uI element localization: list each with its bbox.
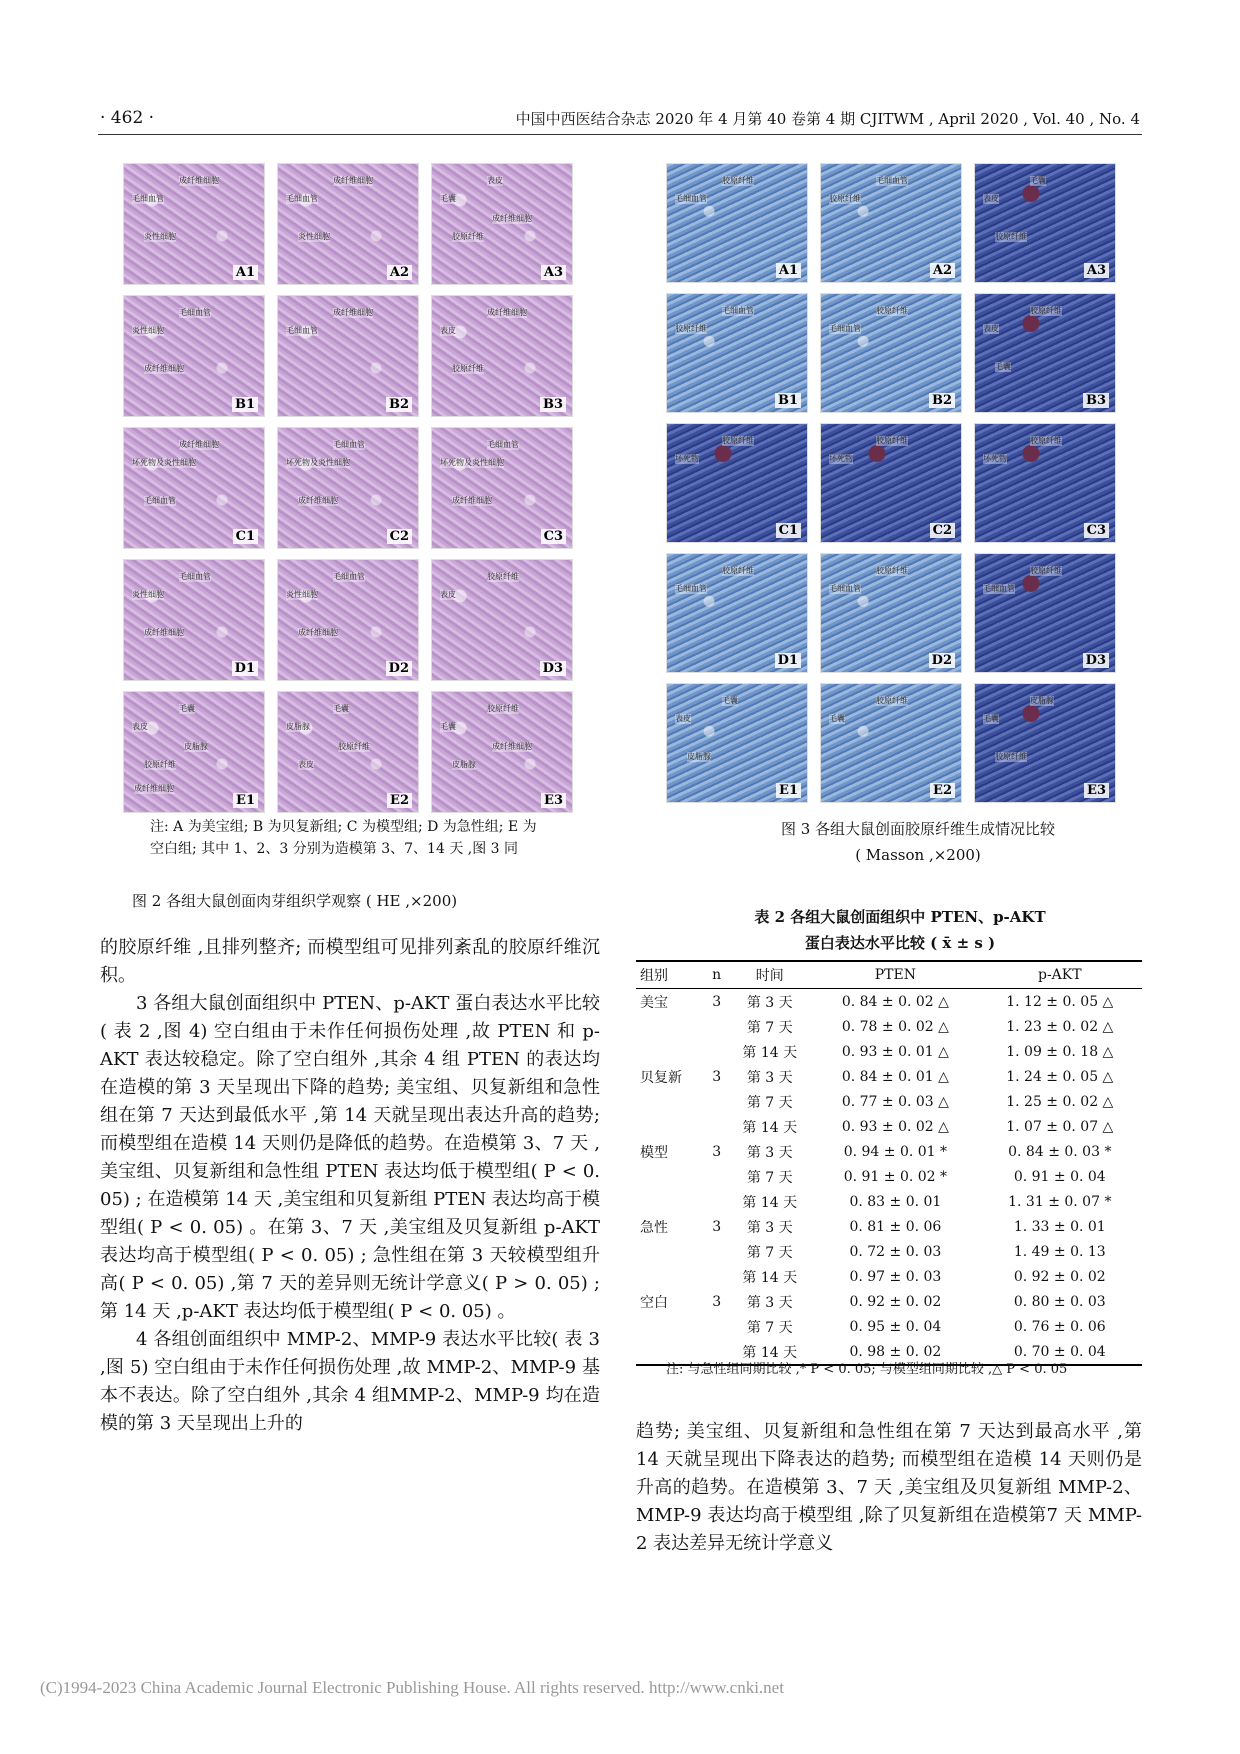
figure3-panel-e1 — [666, 683, 808, 803]
cell-n — [707, 1114, 726, 1139]
page-number: · 462 · — [100, 108, 155, 128]
panel-annotation: 表皮 — [440, 590, 456, 599]
panel-annotation: 毛囊 — [983, 714, 999, 723]
cell-group — [636, 1039, 707, 1064]
panel-annotation: 皮脂腺 — [1030, 696, 1054, 705]
figure2-panel-e2 — [277, 691, 419, 813]
figure3-panel-d2 — [820, 553, 962, 673]
panel-annotation: 胶原纤维 — [1030, 306, 1062, 315]
table-row — [636, 1114, 1142, 1139]
table-2 — [636, 960, 1142, 1366]
cell-time: 第 7 天 — [746, 1094, 793, 1111]
header-rule — [98, 134, 1142, 135]
cell-group — [636, 1264, 707, 1289]
cell-n: 3 — [712, 1218, 722, 1235]
panel-annotation: 毛细血管 — [333, 440, 365, 449]
panel-label: A2 — [387, 265, 412, 280]
panel-label: E1 — [233, 793, 258, 808]
panel-annotation: 毛囊 — [995, 362, 1011, 371]
cell-pakt: 1. 31 ± 0. 07 * — [1008, 1193, 1112, 1210]
table-row — [636, 1064, 1142, 1089]
panel-label: C2 — [387, 529, 412, 544]
figure2-panel-b3 — [431, 295, 573, 417]
panel-annotation: 皮脂腺 — [687, 752, 711, 761]
cell-time: 第 14 天 — [742, 1044, 798, 1061]
panel-label: B1 — [775, 393, 801, 408]
cell-pakt: 1. 12 ± 0. 05 △ — [1006, 993, 1114, 1010]
figure2-panel-c2 — [277, 427, 419, 549]
cell-n: 3 — [712, 1068, 722, 1085]
cell-pakt: 1. 49 ± 0. 13 — [1013, 1243, 1106, 1260]
cell-pakt: 1. 25 ± 0. 02 △ — [1006, 1093, 1114, 1110]
cell-n: 3 — [712, 993, 722, 1010]
panel-label: D3 — [540, 661, 566, 676]
cell-time: 第 3 天 — [746, 994, 793, 1011]
cell-n — [707, 1314, 726, 1339]
panel-annotation: 表皮 — [298, 760, 314, 769]
panel-label: D2 — [386, 661, 412, 676]
table-row — [636, 1039, 1142, 1064]
table-row — [636, 1214, 1142, 1239]
figure3-panel-b2 — [820, 293, 962, 413]
panel-annotation: 成纤维细胞 — [487, 308, 527, 317]
panel-annotation: 成纤维细胞 — [144, 364, 184, 373]
figure-2-title: 图 2 各组大鼠创面肉芽组织学观察 ( HE ,×200) — [132, 892, 458, 910]
cell-pten: 0. 81 ± 0. 06 — [849, 1218, 942, 1235]
cell-pakt: 0. 80 ± 0. 03 — [1013, 1293, 1106, 1310]
panel-annotation: 表皮 — [983, 324, 999, 333]
cell-n: 3 — [712, 1143, 722, 1160]
figure-3-title — [708, 816, 1128, 868]
cell-n: 3 — [712, 1293, 722, 1310]
cell-time: 第 14 天 — [742, 1194, 798, 1211]
panel-label: E2 — [387, 793, 412, 808]
cell-pten: 0. 91 ± 0. 02 * — [843, 1168, 948, 1185]
paragraph: 3 各组大鼠创面组织中 PTEN、p-AKT 蛋白表达水平比较( 表 2 ,图 4) 空白组由于未作任何损伤处理 ,故 PTEN 和 p-AKT 表达较稳定。除了空白组外 ,其余 4 组 PTEN 的表达均在造模的第 3 天呈现出下降的趋势; 美宝组、贝复新组和急性组在第 7 天达到最低水平 ,第 14 天就呈现出表达升高的趋势; 而模型组在造模 14 天则仍是降低的趋势。在造模第 3、7 天 ,美宝组、贝复新组和急性组 PTEN 表达均低于模型组( P < 0. 05) ; 在造模第 14 天 ,美宝组和贝复新组 PTEN 表达均高于模型组( P < 0. 05) 。在第 3、7 天 ,美宝组及贝复新组 p-AKT 表达均高于模型组( P < 0. 05) ; 急性组在第 3 天较模型组升高( P < 0. 05) ,第 7 天的差异则无统计学意义( P > 0. 05) ; 第 14 天 ,p-AKT 表达均低于模型组( P < 0. 05) 。 — [100, 993, 600, 1322]
panel-annotation: 毛细血管 — [675, 194, 707, 203]
panel-annotation: 成纤维细胞 — [333, 308, 373, 317]
cell-pakt: 0. 92 ± 0. 02 — [1013, 1268, 1106, 1285]
cell-time: 第 3 天 — [746, 1144, 793, 1161]
cell-time: 第 14 天 — [726, 1339, 813, 1365]
figure3-panel-c3 — [974, 423, 1116, 543]
cell-time: 第 3 天 — [746, 1069, 793, 1086]
cell-n — [707, 1164, 726, 1189]
panel-annotation: 成纤维细胞 — [298, 628, 338, 637]
figure2-panel-d3 — [431, 559, 573, 681]
figure3-panel-e3 — [974, 683, 1116, 803]
paragraph: 的胶原纤维 ,且排列整齐; 而模型组可见排列紊乱的胶原纤维沉积。 — [100, 937, 600, 986]
panel-annotation: 毛囊 — [440, 194, 456, 203]
cell-n — [707, 1189, 726, 1214]
panel-annotation: 成纤维细胞 — [179, 440, 219, 449]
cell-pakt: 1. 23 ± 0. 02 △ — [1006, 1018, 1114, 1035]
panel-annotation: 皮脂腺 — [286, 722, 310, 731]
panel-label: A3 — [1084, 263, 1109, 278]
cell-pakt: 1. 33 ± 0. 01 — [1013, 1218, 1106, 1235]
figure-3-title-line1: 图 3 各组大鼠创面胶原纤维生成情况比较 — [780, 820, 1056, 838]
right-column-text — [636, 1418, 1142, 1558]
panel-label: C1 — [233, 529, 258, 544]
panel-label: A1 — [776, 263, 801, 278]
panel-annotation: 胶原纤维 — [995, 752, 1027, 761]
left-column-text — [100, 934, 600, 1438]
panel-label: D1 — [775, 653, 801, 668]
panel-label: C3 — [1084, 523, 1109, 538]
panel-annotation: 毛细血管 — [144, 496, 176, 505]
cell-pten: 0. 84 ± 0. 02 △ — [841, 993, 949, 1010]
panel-annotation: 毛细血管 — [286, 326, 318, 335]
panel-annotation: 皮脂腺 — [452, 760, 476, 769]
figure3-panel-e2 — [820, 683, 962, 803]
cell-n — [707, 1089, 726, 1114]
panel-annotation: 毛细血管 — [132, 194, 164, 203]
panel-annotation: 毛囊 — [829, 714, 845, 723]
table-row — [636, 1239, 1142, 1264]
panel-annotation: 成纤维细胞 — [333, 176, 373, 185]
panel-annotation: 胶原纤维 — [876, 696, 908, 705]
panel-label: E3 — [541, 793, 566, 808]
cell-pten: 0. 78 ± 0. 02 △ — [841, 1018, 949, 1035]
cell-n — [707, 1239, 726, 1264]
cell-group: 急性 — [640, 1219, 668, 1236]
figure2-panel-a2 — [277, 163, 419, 285]
figure2-panel-a1 — [123, 163, 265, 285]
panel-label: A2 — [930, 263, 955, 278]
panel-annotation: 胶原纤维 — [144, 760, 176, 769]
cell-pten: 0. 77 ± 0. 03 △ — [841, 1093, 949, 1110]
figure3-panel-a3 — [974, 163, 1116, 283]
panel-annotation: 表皮 — [132, 722, 148, 731]
cell-pakt: 0. 70 ± 0. 04 — [978, 1339, 1142, 1365]
cell-pakt: 0. 91 ± 0. 04 — [1013, 1168, 1106, 1185]
panel-label: E3 — [1084, 783, 1109, 798]
cell-time: 第 7 天 — [746, 1019, 793, 1036]
cell-pten: 0. 84 ± 0. 01 △ — [841, 1068, 949, 1085]
figure3-panel-b3 — [974, 293, 1116, 413]
cell-pten: 0. 97 ± 0. 03 — [849, 1268, 942, 1285]
col-header-n: n — [707, 961, 726, 989]
panel-annotation: 成纤维细胞 — [452, 496, 492, 505]
panel-annotation: 成纤维细胞 — [492, 214, 532, 223]
panel-annotation: 胶原纤维 — [995, 232, 1027, 241]
paragraph: 4 各组创面组织中 MMP-2、MMP-9 表达水平比较( 表 3 ,图 5) 空白组由于未作任何损伤处理 ,故 MMP-2、MMP-9 基本不表达。除了空白组外 ,其余 4 组MMP-2、MMP-9 均在造模的第 3 天呈现出上升的 — [100, 1329, 600, 1434]
table-row — [636, 1164, 1142, 1189]
copyright-footer: (C)1994-2023 China Academic Journal Electronic Publishing House. All rights reserved. http://www.cnki.net — [40, 1678, 784, 1697]
cell-group — [636, 1014, 707, 1039]
panel-annotation: 胶原纤维 — [876, 566, 908, 575]
cell-time: 第 3 天 — [746, 1219, 793, 1236]
panel-annotation: 胶原纤维 — [1030, 566, 1062, 575]
cell-time: 第 14 天 — [742, 1119, 798, 1136]
panel-annotation: 胶原纤维 — [338, 742, 370, 751]
panel-annotation: 成纤维细胞 — [179, 176, 219, 185]
cell-n — [707, 1264, 726, 1289]
panel-annotation: 炎性细胞 — [132, 590, 164, 599]
panel-annotation: 胶原纤维 — [722, 566, 754, 575]
panel-label: E1 — [776, 783, 801, 798]
panel-annotation: 毛细血管 — [983, 584, 1015, 593]
cell-pakt: 1. 24 ± 0. 05 △ — [1006, 1068, 1114, 1085]
cell-group: 美宝 — [640, 994, 668, 1011]
panel-annotation: 毛细血管 — [286, 194, 318, 203]
panel-annotation: 胶原纤维 — [487, 572, 519, 581]
cell-group — [636, 1164, 707, 1189]
table-row — [636, 1139, 1142, 1164]
cell-pten: 0. 98 ± 0. 02 — [813, 1339, 977, 1365]
panel-annotation: 表皮 — [983, 194, 999, 203]
panel-annotation: 成纤维细胞 — [144, 628, 184, 637]
panel-annotation: 炎性细胞 — [144, 232, 176, 241]
panel-annotation: 毛细血管 — [829, 324, 861, 333]
table-2-note: 注: 与急性组同期比较 ,* P < 0. 05; 与模型组同期比较 ,△ P < 0. 05 — [666, 1362, 1068, 1377]
panel-label: A3 — [541, 265, 566, 280]
panel-label: D3 — [1083, 653, 1109, 668]
figure-3-title-line2: ( Masson ,×200) — [855, 846, 981, 864]
panel-annotation: 胶原纤维 — [487, 704, 519, 713]
table-2-title-line2: 蛋白表达水平比较 ( x̄ ± s ) — [804, 934, 996, 952]
figure-2-grid — [123, 163, 573, 813]
cell-pten: 0. 93 ± 0. 02 △ — [841, 1118, 949, 1135]
panel-label: B2 — [929, 393, 955, 408]
figure2-panel-e3 — [431, 691, 573, 813]
cell-group: 贝复新 — [640, 1069, 682, 1086]
figure2-panel-b2 — [277, 295, 419, 417]
figure2-panel-b1 — [123, 295, 265, 417]
panel-annotation: 毛囊 — [722, 696, 738, 705]
panel-annotation: 胶原纤维 — [722, 176, 754, 185]
panel-annotation: 毛囊 — [1030, 176, 1046, 185]
cell-pten: 0. 94 ± 0. 01 * — [843, 1143, 948, 1160]
table-row — [636, 1089, 1142, 1114]
figure-3-grid — [666, 163, 1116, 803]
table-row — [636, 1189, 1142, 1214]
cell-pakt: 0. 84 ± 0. 03 * — [1008, 1143, 1112, 1160]
panel-annotation: 坏死物及炎性细胞 — [440, 458, 504, 467]
cell-pakt: 1. 09 ± 0. 18 △ — [1006, 1043, 1114, 1060]
panel-annotation: 胶原纤维 — [452, 232, 484, 241]
panel-annotation: 毛细血管 — [829, 584, 861, 593]
cell-group — [636, 1089, 707, 1114]
figure2-panel-e1 — [123, 691, 265, 813]
table-header-row — [636, 961, 1142, 989]
cell-group — [636, 1314, 707, 1339]
panel-annotation: 毛囊 — [440, 722, 456, 731]
figure2-panel-a3 — [431, 163, 573, 285]
cell-time: 第 7 天 — [746, 1169, 793, 1186]
panel-annotation: 炎性细胞 — [298, 232, 330, 241]
running-head: 中国中西医结合杂志 2020 年 4 月第 40 卷第 4 期 CJITWM , April 2020 , Vol. 40 , No. 4 — [515, 110, 1140, 128]
cell-group: 模型 — [640, 1144, 668, 1161]
panel-annotation: 胶原纤维 — [1030, 436, 1062, 445]
cell-group — [636, 1239, 707, 1264]
panel-annotation: 毛细血管 — [722, 306, 754, 315]
panel-annotation: 胶原纤维 — [876, 306, 908, 315]
panel-annotation: 毛细血管 — [487, 440, 519, 449]
cell-pten: 0. 92 ± 0. 02 — [849, 1293, 942, 1310]
cell-time: 第 7 天 — [746, 1319, 793, 1336]
cell-time: 第 14 天 — [742, 1269, 798, 1286]
panel-label: C1 — [776, 523, 801, 538]
panel-annotation: 毛细血管 — [179, 308, 211, 317]
panel-label: D1 — [232, 661, 258, 676]
panel-annotation: 炎性细胞 — [286, 590, 318, 599]
panel-annotation: 坏死物 — [675, 454, 699, 463]
cell-pten: 0. 95 ± 0. 04 — [849, 1318, 942, 1335]
table-row — [636, 989, 1142, 1015]
panel-label: B3 — [1083, 393, 1109, 408]
panel-annotation: 胶原纤维 — [452, 364, 484, 373]
table-row — [636, 1014, 1142, 1039]
panel-annotation: 胶原纤维 — [876, 436, 908, 445]
panel-annotation: 坏死物 — [983, 454, 1007, 463]
panel-annotation: 坏死物及炎性细胞 — [286, 458, 350, 467]
panel-annotation: 成纤维细胞 — [298, 496, 338, 505]
table-row — [636, 1314, 1142, 1339]
figure2-panel-c3 — [431, 427, 573, 549]
cell-pten: 0. 83 ± 0. 01 — [849, 1193, 942, 1210]
figure3-panel-c1 — [666, 423, 808, 543]
panel-annotation: 毛囊 — [333, 704, 349, 713]
panel-label: B2 — [386, 397, 412, 412]
paragraph: 趋势; 美宝组、贝复新组和急性组在第 7 天达到最高水平 ,第 14 天就呈现出下降表达的趋势; 而模型组在造模 14 天则仍是升高的趋势。在造模第 3、7 天 ,美宝组及贝复新组 MMP-2、MMP-9 表达均高于模型组 ,除了贝复新组在造模第7 天 MMP-2 表达差异无统计学意义 — [636, 1421, 1142, 1554]
cell-group: 空白 — [640, 1294, 668, 1311]
panel-annotation: 毛细血管 — [675, 584, 707, 593]
cell-group — [636, 1114, 707, 1139]
table-body — [636, 989, 1142, 1366]
table-2-title — [650, 904, 1150, 956]
cell-time: 第 7 天 — [746, 1244, 793, 1261]
panel-annotation: 毛细血管 — [179, 572, 211, 581]
cell-pten: 0. 72 ± 0. 03 — [849, 1243, 942, 1260]
panel-label: B3 — [540, 397, 566, 412]
panel-annotation: 毛细血管 — [876, 176, 908, 185]
panel-annotation: 胶原纤维 — [722, 436, 754, 445]
figure2-panel-d2 — [277, 559, 419, 681]
cell-pakt: 0. 76 ± 0. 06 — [1013, 1318, 1106, 1335]
figure3-panel-a2 — [820, 163, 962, 283]
panel-label: C2 — [930, 523, 955, 538]
table-row — [636, 1264, 1142, 1289]
cell-pakt: 1. 07 ± 0. 07 △ — [1006, 1118, 1114, 1135]
col-header-time: 时间 — [726, 961, 813, 989]
panel-annotation: 坏死物 — [829, 454, 853, 463]
cell-n — [707, 1014, 726, 1039]
figure2-panel-c1 — [123, 427, 265, 549]
figure3-panel-d3 — [974, 553, 1116, 673]
figure-2-note: 注: A 为美宝组; B 为贝复新组; C 为模型组; D 为急性组; E 为空白组; 其中 1、2、3 分别为造模第 3、7、14 天 ,图 3 同 — [150, 819, 537, 857]
panel-annotation: 胶原纤维 — [829, 194, 861, 203]
panel-label: E2 — [930, 783, 955, 798]
cell-time: 第 3 天 — [746, 1294, 793, 1311]
panel-annotation: 皮脂腺 — [184, 742, 208, 751]
panel-annotation: 成纤维细胞 — [134, 784, 174, 793]
panel-annotation: 毛细血管 — [333, 572, 365, 581]
col-header-pten: PTEN — [813, 961, 977, 989]
panel-annotation: 表皮 — [675, 714, 691, 723]
figure2-panel-d1 — [123, 559, 265, 681]
table-row — [636, 1289, 1142, 1314]
panel-annotation: 成纤维细胞 — [492, 742, 532, 751]
cell-group — [636, 1189, 707, 1214]
panel-label: B1 — [232, 397, 258, 412]
figure3-panel-a1 — [666, 163, 808, 283]
panel-annotation: 表皮 — [487, 176, 503, 185]
panel-annotation: 炎性细胞 — [132, 326, 164, 335]
table-2-title-line1: 表 2 各组大鼠创面组织中 PTEN、p-AKT — [754, 908, 1046, 926]
cell-pten: 0. 93 ± 0. 01 △ — [841, 1043, 949, 1060]
panel-annotation: 胶原纤维 — [675, 324, 707, 333]
panel-annotation: 表皮 — [440, 326, 456, 335]
col-header-pakt: p-AKT — [978, 961, 1142, 989]
panel-label: A1 — [233, 265, 258, 280]
panel-annotation: 坏死物及炎性细胞 — [132, 458, 196, 467]
figure3-panel-d1 — [666, 553, 808, 673]
figure3-panel-b1 — [666, 293, 808, 413]
panel-label: C3 — [541, 529, 566, 544]
cell-n — [707, 1039, 726, 1064]
panel-label: D2 — [929, 653, 955, 668]
col-header-group: 组别 — [636, 961, 707, 989]
panel-annotation: 毛囊 — [179, 704, 195, 713]
figure3-panel-c2 — [820, 423, 962, 543]
